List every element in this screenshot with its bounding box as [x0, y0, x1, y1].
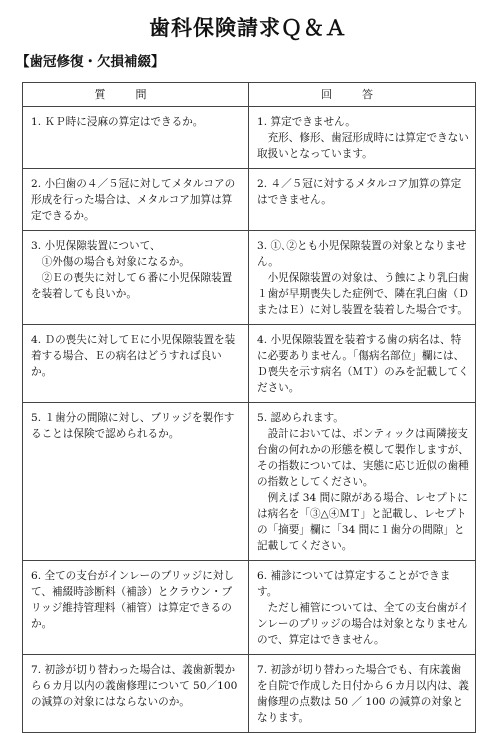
- question-cell: [23, 169, 249, 231]
- answer-cell: [249, 231, 476, 325]
- answer-cell: [249, 169, 476, 231]
- answer-text: 7. 初診が切り替わった場合でも、有床義歯を自院で作成した日付から６カ月以内は、義歯修理の点数は 50 ／ 100 の減算の対象となります。: [257, 664, 469, 724]
- question-header: 質問: [23, 83, 249, 107]
- question-cell: [23, 107, 249, 169]
- answer-cell: [249, 655, 476, 733]
- question-text: 7. 初診が切り替わった場合は、義歯新製から６カ月以内の義歯修理について 50／100 の減算の対象にはならないのか。: [31, 664, 241, 708]
- question-text: 4. Ｄの喪失に対してＥに小児保隙装置を装着する場合、Ｅの病名はどうすれば良いか。: [31, 334, 236, 378]
- question-cell: [23, 325, 249, 403]
- answer-text: 1. 算定できません。 充形、修形、歯冠形成時には算定できない取扱いとなっています。: [257, 116, 469, 160]
- question-text: 3. 小児保隙装置について、 ①外傷の場合も対象になるか。 ②Ｅの喪失に対して６番に小児保隙装置を装着しても良いか。: [31, 240, 233, 300]
- table-row: [23, 561, 476, 655]
- answer-text: 2. ４／５冠に対するメタルコア加算の算定はできません。: [257, 178, 462, 206]
- section-heading: 【歯冠修復・欠損補綴】: [16, 54, 165, 70]
- answer-cell: [249, 403, 476, 561]
- table-row: [23, 655, 476, 733]
- qa-table: [22, 82, 476, 733]
- table-row: [23, 107, 476, 169]
- question-cell: [23, 561, 249, 655]
- answer-text: 3. ①､②とも小児保隙装置の対象となりません。 小児保隙装置の対象は、う蝕により乳臼歯１歯が早期喪失した症例で、隣在乳臼歯（ＤまたはＥ）に対し装置を装着した場合です。: [257, 240, 469, 316]
- question-text: 6. 全ての支台がインレーのブリッジに対して、補綴時診断料（補診）とクラウン・ブリッジ維持管理料（補管）は算定できるのか。: [31, 570, 235, 630]
- table-header-row: [23, 83, 476, 107]
- table-row: [23, 231, 476, 325]
- question-text: 2. 小臼歯の４／５冠に対してメタルコアの形成を行った場合は、メタルコア加算は算定できるか。: [31, 178, 236, 222]
- answer-cell: [249, 325, 476, 403]
- answer-text: 4. 小児保隙装置を装着する歯の病名は、特に必要ありません。「傷病名部位」欄には、Ｄ喪失を示す病名（ＭＴ）のみを記載してください。: [257, 334, 469, 394]
- table-row: [23, 325, 476, 403]
- question-cell: [23, 403, 249, 561]
- table-row: [23, 403, 476, 561]
- answer-text: 5. 認められます。 設計においては、ポンティックは両隣接支台歯の何れかの形態を模して製作しますが、その指数については、実態に応じ近似の歯種の指数としてください。 例えば 34 間に隙がある場合、レセプトには病名を「③△④ＭＴ」と記載し、レセプトの「摘要」欄に「34 間に１歯分の間隙」と記載してください。: [257, 412, 469, 552]
- page-title: 歯科保険請求Ｑ＆Ａ: [149, 16, 347, 40]
- question-cell: [23, 231, 249, 325]
- question-cell: [23, 655, 249, 733]
- answer-cell: [249, 561, 476, 655]
- answer-text: 6. 補診については算定することができます。 ただし補管については、全ての支台歯がインレーのブリッジの場合は対象となりませんので、算定はできません。: [257, 570, 469, 646]
- question-text: 1. ＫＰ時に浸麻の算定はできるか。: [31, 116, 204, 128]
- answer-header: 回答: [249, 83, 476, 107]
- table-row: [23, 169, 476, 231]
- answer-cell: [249, 107, 476, 169]
- question-text: 5. １歯分の間隙に対し、ブリッジを製作することは保険で認められるか。: [31, 412, 235, 440]
